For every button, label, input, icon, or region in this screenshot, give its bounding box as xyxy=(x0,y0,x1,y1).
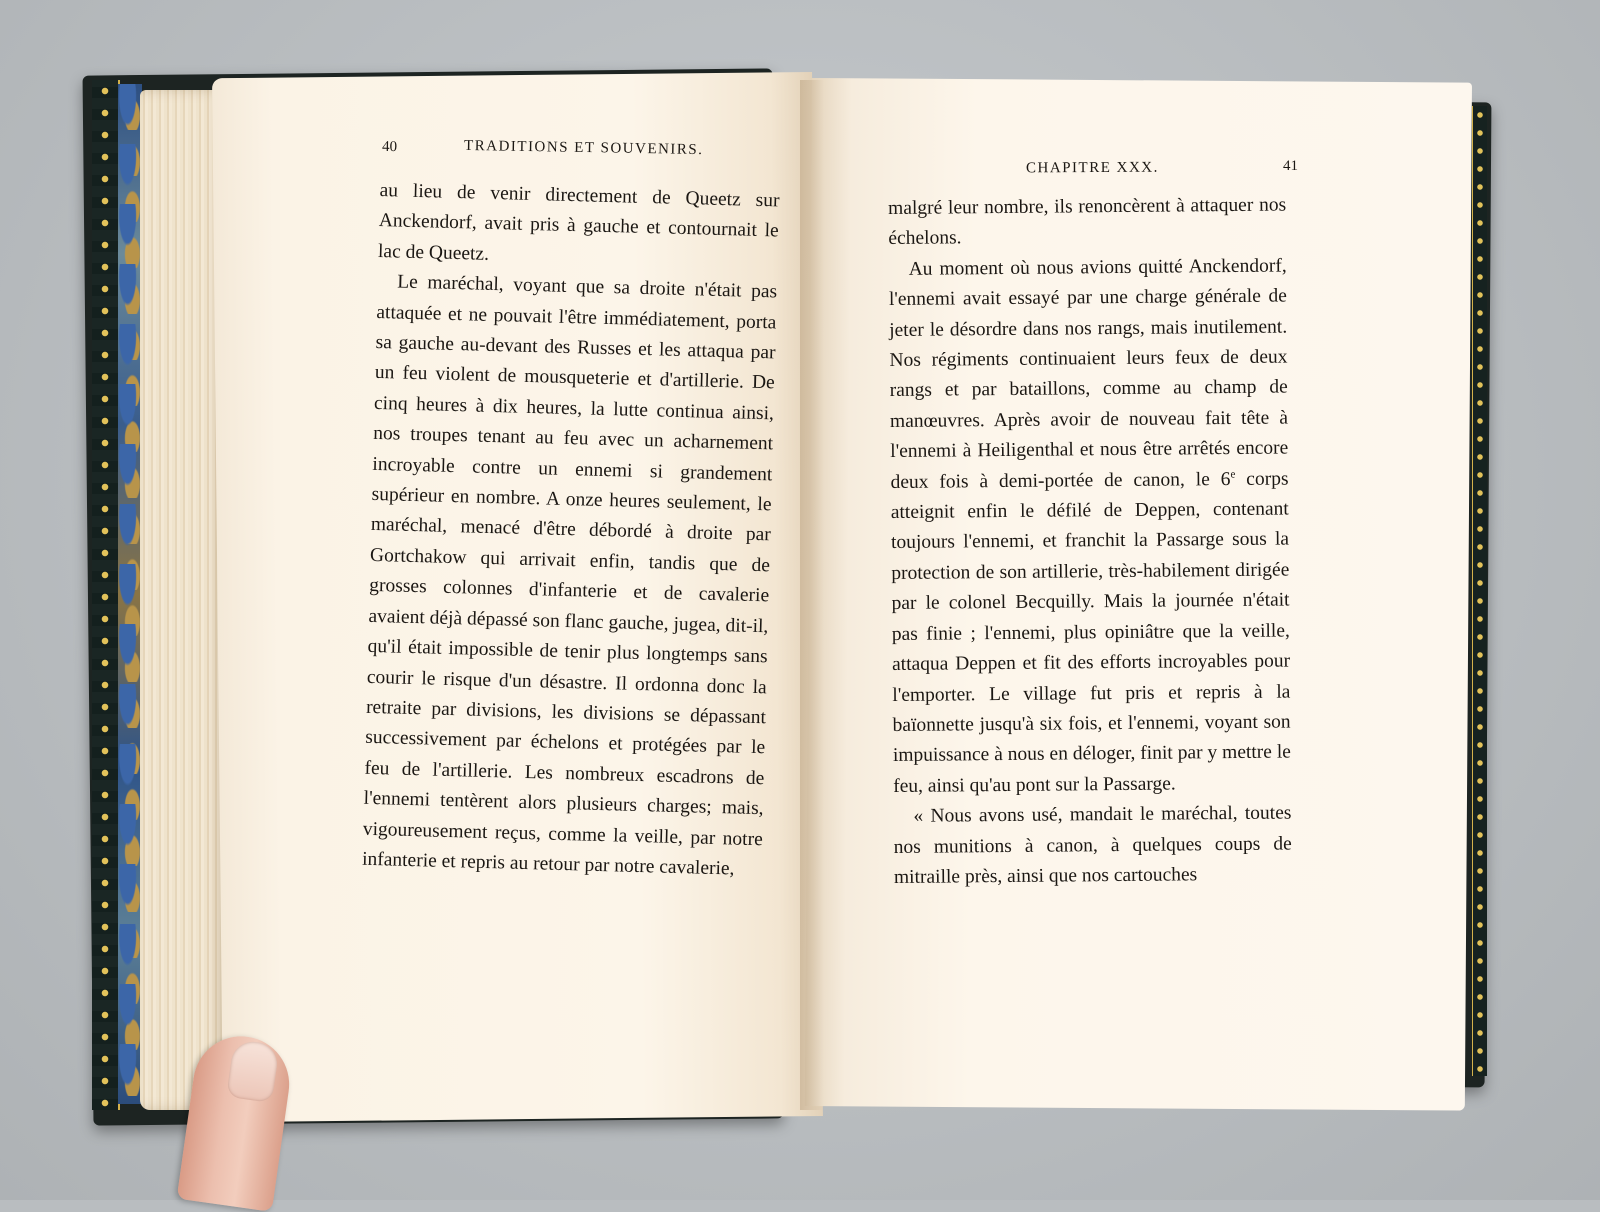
left-paragraph-1: au lieu de venir directement de Queetz sur Anckendorf, avait pris à gauche et contournait le lac de Queetz. xyxy=(377,179,780,265)
gilt-border-left xyxy=(92,80,120,1110)
left-page-text xyxy=(362,176,780,886)
marbled-endpaper xyxy=(118,84,142,1104)
superscript-e: e xyxy=(1230,468,1236,481)
right-paragraph-2 xyxy=(889,251,1292,802)
right-running-head: CHAPITRE XXX. xyxy=(1025,159,1159,177)
right-paragraph-1: malgré leur nombre, ils renoncèrent à attaquer nos échelons. xyxy=(888,194,1287,250)
left-running-head: TRADITIONS ET SOUVENIRS. xyxy=(463,137,704,159)
page-block-edge xyxy=(140,90,225,1110)
right-paragraph-3: « Nous avons usé, mandait le maréchal, toutes nos munitions à canon, à quelques coups de mitraille près, ainsi que nos cartouches xyxy=(893,802,1292,888)
gilt-border-right xyxy=(1472,106,1487,1076)
right-page-number: 41 xyxy=(1283,158,1298,174)
right-paragraph-2b: corps atteignit enfin le défilé de Deppen, contenant toujours l'ennemi, et franchit la Passarge sous la protection de son artillerie, très-habilement dirigée par le colonel Becquilly. Mais la journée n'était pas finie ; l'ennemi, plus opiniâtre que la veille, attaqua Deppen et fit des efforts incroyables pour l'emporter. Le village fut pris et repris à la baïonnette jusqu'à six fois, et l'ennemi, voyant son impuissance à nous en déloger, finit par y mettre le feu, ainsi qu'au pont sur la Passarge. xyxy=(890,468,1291,797)
book-gutter xyxy=(800,80,824,1110)
left-page-number: 40 xyxy=(381,138,398,156)
right-page-text xyxy=(888,191,1292,894)
right-paragraph-2a: Au moment où nous avions quitté Anckendorf, l'ennemi avait essayé par une charge générale de jeter le désordre dans nos rangs, mais inutilement. Nos régiments continuaient leurs feux de deux rangs et par bataillons, comme au champ de manœuvres. Après avoir de nouveau fait tête à l'ennemi à Heiligenthal et nous être arrêtés encore deux fois à demi-portée de canon, le 6 xyxy=(888,255,1289,493)
left-paragraph-2: Le maréchal, voyant que sa droite n'était pas attaquée et ne pouvait l'être immédiatement, porta sa gauche au-devant des Russes et les attaqua par un feu violent de mousqueterie et d'artillerie. De cinq heures à dix heures, la lutte continua ainsi, nos troupes tenant au feu avec un acharnement incroyable contre un ennemi si grandement supérieur en nombre. A onze heures seulement, le maréchal, menacé d'être débordé à droite par Gortchakow qui arrivait enfin, tandis que de grosses colonnes d'infanterie et de cavalerie avaient déjà dépassé son flanc gauche, jugea, dit-il, qu'il était impossible de tenir plus longtemps sans courir le risque d'un désastre. Il ordonna donc la retraite par divisions, les divisions se dépassant successivement par échelons et protégées par le feu de l'artillerie. Les nombreux escadrons de l'ennemi tentèrent alors plusieurs charges; mais, vigoureusement reçus, comme la veille, par notre infanterie et repris au retour par notre cavalerie, xyxy=(361,271,778,880)
